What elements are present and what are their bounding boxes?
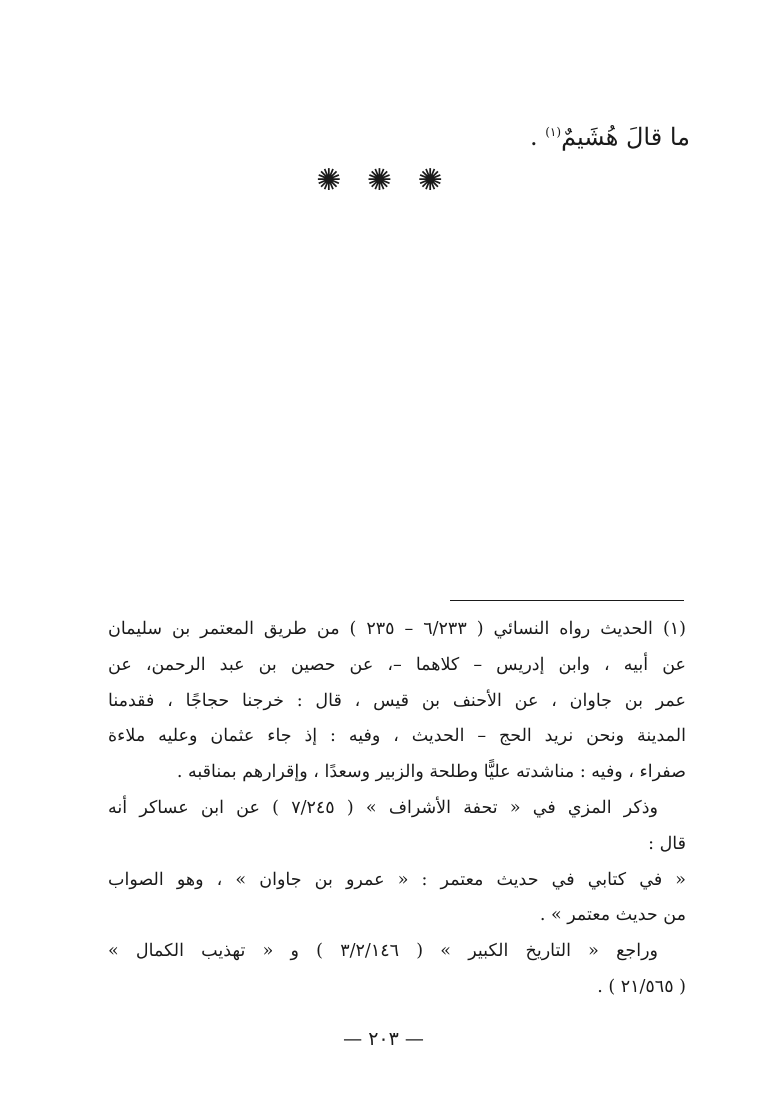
footnote-line: قال :: [648, 833, 686, 854]
main-text: ما قالَ هُشَيمٌ: [561, 123, 690, 151]
footnote-line: ( ٢١/٥٦٥ ) .: [597, 976, 686, 997]
footnotes-block: [108, 612, 686, 1006]
footnote-line: المدينة ونحن نريد الحج – الحديث ، وفيه : إذ جاء عثمان وعليه ملاءة: [108, 726, 686, 747]
footnote-reference[interactable]: (١): [545, 125, 562, 139]
footnote-line: وراجع « التاريخ الكبير » ( ٣/٢/١٤٦ ) و « تهذيب الكمال »: [108, 941, 658, 962]
footnote-line: « في كتابي في حديث معتمر : « عمرو بن جاوان » ، وهو الصواب: [108, 869, 686, 890]
footnote-line: صفراء ، وفيه : مناشدته عليًّا وطلحة والزبير وسعدًا ، وإقرارهم بمناقبه .: [176, 762, 686, 783]
section-divider-ornament: ✺ ✺ ✺: [316, 163, 451, 198]
footnote-line: (١)الحديث رواه النسائي ( ٦/٢٣٣ – ٢٣٥ ) من طريق المعتمر بن سليمان: [108, 612, 686, 648]
footnote-line: عن أبيه ، وابن إدريس – كلاهما –، عن حصين بن عبد الرحمن، عن: [108, 654, 686, 675]
main-text-line: [130, 112, 690, 157]
footnote-line: عمر بن جاوان ، عن الأحنف بن قيس ، قال : خرجنا حجاجًا ، فقدمنا: [108, 690, 686, 711]
footnote-line: من حديث معتمر » .: [539, 905, 686, 926]
footnote-separator-rule: [450, 600, 684, 601]
footnote-number: (١): [662, 619, 686, 639]
footnote-line: وذكر المزي في « تحفة الأشراف » ( ٧/٢٤٥ ) عن ابن عساكر أنه: [108, 797, 659, 818]
page-number: — ٢٠٣ —: [343, 1028, 424, 1050]
main-text-period: .: [529, 123, 538, 151]
